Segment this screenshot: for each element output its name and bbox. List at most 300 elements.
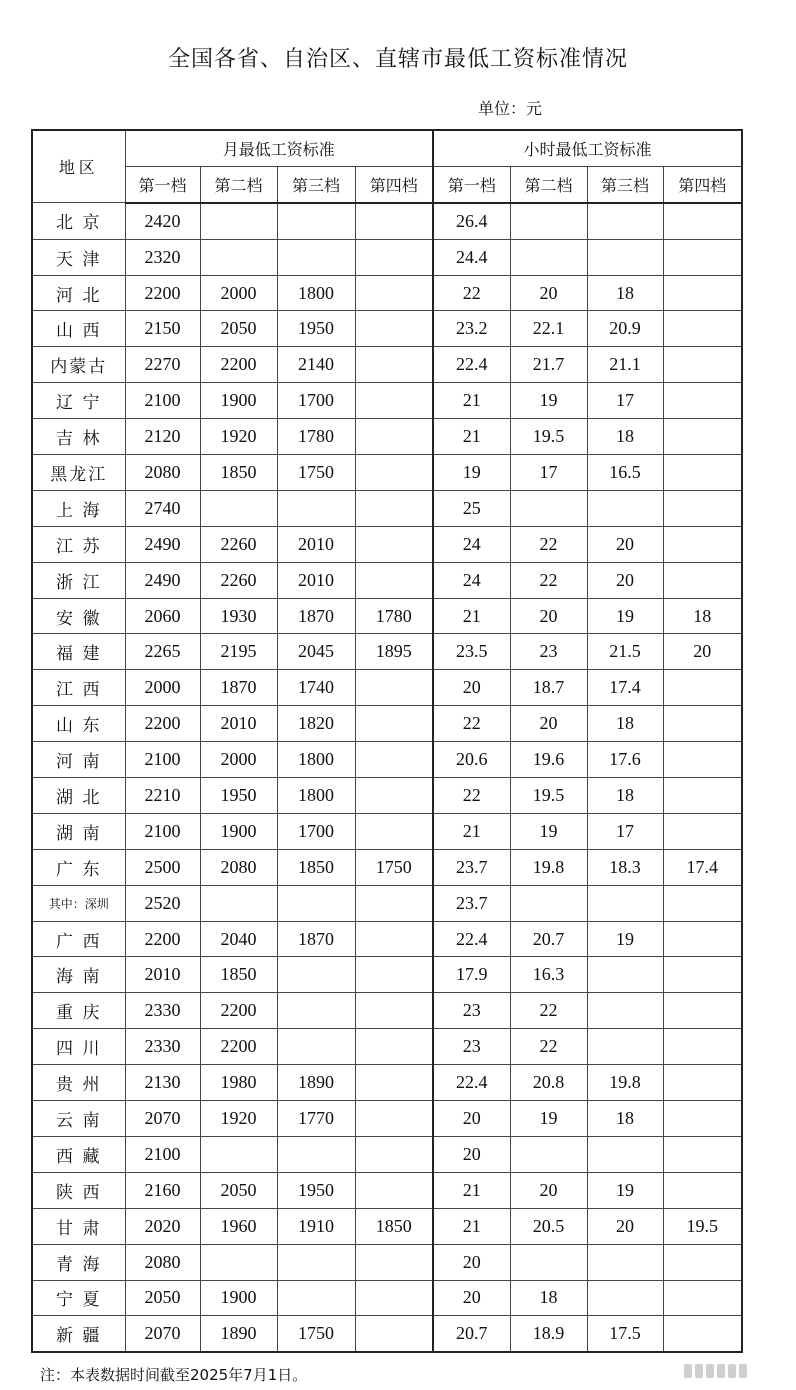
- hourly-tier-4-cell: [663, 921, 742, 957]
- hourly-tier-3-cell: [587, 490, 663, 526]
- region-cell: 重 庆: [32, 993, 125, 1029]
- monthly-tier-2-cell: 2260: [200, 562, 277, 598]
- hourly-tier-4-cell: [663, 239, 742, 275]
- region-cell: 浙 江: [32, 562, 125, 598]
- hourly-tier-1-cell: 22.4: [433, 347, 510, 383]
- table-row: [32, 993, 742, 1029]
- hourly-header: 小时最低工资标准: [433, 130, 742, 166]
- table-row: [32, 383, 742, 419]
- hourly-tier-4-cell: [663, 742, 742, 778]
- monthly-tier-3-cell: 1870: [277, 921, 355, 957]
- hourly-tier-3-cell: [587, 1136, 663, 1172]
- hourly-tier-2-cell: 18.9: [510, 1316, 587, 1352]
- hourly-tier-1-header: 第一档: [433, 166, 510, 202]
- hourly-tier-2-cell: [510, 203, 587, 239]
- hourly-tier-2-cell: [510, 1244, 587, 1280]
- monthly-tier-1-cell: 2020: [125, 1208, 200, 1244]
- monthly-tier-1-cell: 2150: [125, 311, 200, 347]
- monthly-tier-2-cell: 1980: [200, 1065, 277, 1101]
- region-cell: 海 南: [32, 957, 125, 993]
- table-row: [32, 526, 742, 562]
- monthly-tier-1-cell: 2100: [125, 813, 200, 849]
- hourly-tier-3-cell: 18: [587, 778, 663, 814]
- monthly-tier-4-cell: [355, 275, 433, 311]
- monthly-tier-2-cell: 1930: [200, 598, 277, 634]
- table-row: [32, 490, 742, 526]
- table-row: [32, 1065, 742, 1101]
- monthly-tier-3-cell: [277, 1244, 355, 1280]
- hourly-tier-3-cell: 17: [587, 383, 663, 419]
- monthly-tier-4-cell: [355, 1065, 433, 1101]
- hourly-tier-3-cell: 21.5: [587, 634, 663, 670]
- table-row: [32, 275, 742, 311]
- hourly-tier-2-cell: 20.5: [510, 1208, 587, 1244]
- hourly-tier-1-cell: 24.4: [433, 239, 510, 275]
- hourly-tier-4-cell: 19.5: [663, 1208, 742, 1244]
- table-row: [32, 1172, 742, 1208]
- hourly-tier-4-cell: 20: [663, 634, 742, 670]
- monthly-tier-2-cell: 2200: [200, 1029, 277, 1065]
- monthly-tier-1-cell: 2265: [125, 634, 200, 670]
- monthly-tier-3-cell: 2045: [277, 634, 355, 670]
- table-row: [32, 742, 742, 778]
- monthly-tier-1-cell: 2070: [125, 1316, 200, 1352]
- monthly-tier-2-cell: 2010: [200, 706, 277, 742]
- monthly-tier-2-cell: 1850: [200, 455, 277, 491]
- hourly-tier-3-cell: 18: [587, 275, 663, 311]
- table-row: [32, 562, 742, 598]
- table-row: [32, 957, 742, 993]
- hourly-tier-1-cell: 21: [433, 419, 510, 455]
- hourly-tier-1-cell: 22.4: [433, 921, 510, 957]
- monthly-tier-3-cell: [277, 1136, 355, 1172]
- table-row: [32, 455, 742, 491]
- hourly-tier-2-cell: 20: [510, 275, 587, 311]
- monthly-tier-2-cell: [200, 1136, 277, 1172]
- monthly-tier-1-cell: 2100: [125, 383, 200, 419]
- region-cell: 湖 北: [32, 778, 125, 814]
- monthly-tier-3-cell: 1700: [277, 383, 355, 419]
- hourly-tier-2-cell: 22: [510, 526, 587, 562]
- region-cell: 云 南: [32, 1101, 125, 1137]
- hourly-tier-1-cell: 21: [433, 1172, 510, 1208]
- region-cell: 湖 南: [32, 813, 125, 849]
- monthly-tier-1-cell: 2120: [125, 419, 200, 455]
- hourly-tier-3-cell: [587, 1244, 663, 1280]
- hourly-tier-4-cell: [663, 813, 742, 849]
- monthly-tier-4-cell: [355, 1244, 433, 1280]
- region-cell: 贵 州: [32, 1065, 125, 1101]
- monthly-tier-3-cell: [277, 1280, 355, 1316]
- hourly-tier-3-cell: 16.5: [587, 455, 663, 491]
- monthly-tier-4-cell: [355, 1172, 433, 1208]
- hourly-tier-4-cell: [663, 455, 742, 491]
- hourly-tier-3-cell: [587, 957, 663, 993]
- monthly-tier-4-cell: [355, 742, 433, 778]
- monthly-tier-1-header: 第一档: [125, 166, 200, 202]
- monthly-tier-4-cell: [355, 203, 433, 239]
- hourly-tier-1-cell: 23: [433, 993, 510, 1029]
- monthly-tier-3-cell: [277, 885, 355, 921]
- monthly-tier-4-cell: 1780: [355, 598, 433, 634]
- monthly-tier-3-cell: 1850: [277, 849, 355, 885]
- region-cell: 天 津: [32, 239, 125, 275]
- hourly-tier-1-cell: 23.7: [433, 849, 510, 885]
- hourly-tier-3-cell: [587, 1280, 663, 1316]
- hourly-tier-2-cell: 19: [510, 383, 587, 419]
- monthly-tier-2-cell: 2200: [200, 993, 277, 1029]
- region-cell: 广 东: [32, 849, 125, 885]
- hourly-tier-1-cell: 20: [433, 1280, 510, 1316]
- hourly-tier-2-cell: 19: [510, 1101, 587, 1137]
- monthly-tier-3-cell: 1780: [277, 419, 355, 455]
- hourly-tier-1-cell: 19: [433, 455, 510, 491]
- hourly-tier-4-cell: [663, 526, 742, 562]
- hourly-tier-3-cell: 19: [587, 921, 663, 957]
- hourly-tier-3-cell: 18: [587, 1101, 663, 1137]
- monthly-tier-3-cell: [277, 993, 355, 1029]
- region-cell: 广 西: [32, 921, 125, 957]
- region-cell: 江 西: [32, 670, 125, 706]
- hourly-tier-4-cell: [663, 383, 742, 419]
- region-cell: 其中：深圳: [32, 885, 125, 921]
- hourly-tier-4-cell: [663, 347, 742, 383]
- monthly-tier-1-cell: 2490: [125, 562, 200, 598]
- monthly-tier-1-cell: 2060: [125, 598, 200, 634]
- hourly-tier-3-cell: 17.6: [587, 742, 663, 778]
- monthly-tier-4-cell: [355, 1280, 433, 1316]
- hourly-tier-3-cell: 19: [587, 1172, 663, 1208]
- monthly-tier-3-cell: 1910: [277, 1208, 355, 1244]
- hourly-tier-3-cell: 18: [587, 419, 663, 455]
- monthly-tier-3-cell: 2010: [277, 562, 355, 598]
- monthly-header: 月最低工资标准: [125, 130, 433, 166]
- page-title: 全国各省、自治区、直辖市最低工资标准情况: [167, 47, 628, 72]
- monthly-tier-3-cell: 1950: [277, 311, 355, 347]
- monthly-tier-1-cell: 2100: [125, 1136, 200, 1172]
- hourly-tier-1-cell: 23.2: [433, 311, 510, 347]
- monthly-tier-4-cell: [355, 311, 433, 347]
- hourly-tier-4-cell: [663, 957, 742, 993]
- hourly-tier-1-cell: 20: [433, 670, 510, 706]
- hourly-tier-2-cell: 22: [510, 562, 587, 598]
- region-cell: 黑龙江: [32, 455, 125, 491]
- monthly-tier-4-cell: [355, 778, 433, 814]
- hourly-tier-2-cell: 19.5: [510, 419, 587, 455]
- monthly-tier-4-cell: [355, 1316, 433, 1352]
- hourly-tier-4-cell: [663, 311, 742, 347]
- table-row: [32, 1136, 742, 1172]
- table-row: [32, 634, 742, 670]
- monthly-tier-1-cell: 2740: [125, 490, 200, 526]
- hourly-tier-3-cell: 19: [587, 598, 663, 634]
- hourly-tier-2-cell: 18: [510, 1280, 587, 1316]
- table-row: [32, 1316, 742, 1352]
- monthly-tier-3-cell: 1770: [277, 1101, 355, 1137]
- monthly-tier-1-cell: 2130: [125, 1065, 200, 1101]
- table-row: [32, 849, 742, 885]
- hourly-tier-4-cell: [663, 1316, 742, 1352]
- monthly-tier-1-cell: 2210: [125, 778, 200, 814]
- hourly-tier-4-cell: [663, 706, 742, 742]
- table-row: [32, 1208, 742, 1244]
- monthly-tier-2-cell: 1900: [200, 813, 277, 849]
- hourly-tier-4-cell: [663, 670, 742, 706]
- hourly-tier-2-cell: 19: [510, 813, 587, 849]
- hourly-tier-2-cell: 21.7: [510, 347, 587, 383]
- hourly-tier-1-cell: 24: [433, 562, 510, 598]
- hourly-tier-4-cell: 17.4: [663, 849, 742, 885]
- monthly-tier-4-cell: 1750: [355, 849, 433, 885]
- region-cell: 辽 宁: [32, 383, 125, 419]
- table-row: [32, 419, 742, 455]
- monthly-tier-2-cell: 2260: [200, 526, 277, 562]
- hourly-tier-4-cell: [663, 1244, 742, 1280]
- monthly-tier-3-header: 第三档: [277, 166, 355, 202]
- hourly-tier-1-cell: 21: [433, 383, 510, 419]
- monthly-tier-4-cell: [355, 490, 433, 526]
- hourly-tier-1-cell: 22.4: [433, 1065, 510, 1101]
- monthly-tier-2-cell: [200, 203, 277, 239]
- monthly-tier-1-cell: 2160: [125, 1172, 200, 1208]
- monthly-tier-4-cell: [355, 921, 433, 957]
- hourly-tier-4-cell: [663, 778, 742, 814]
- hourly-tier-2-cell: 19.6: [510, 742, 587, 778]
- monthly-tier-2-cell: [200, 1244, 277, 1280]
- hourly-tier-1-cell: 25: [433, 490, 510, 526]
- monthly-tier-2-cell: 1850: [200, 957, 277, 993]
- region-cell: 内蒙古: [32, 347, 125, 383]
- monthly-tier-2-cell: 2000: [200, 742, 277, 778]
- monthly-tier-4-cell: [355, 239, 433, 275]
- hourly-tier-4-cell: [663, 1172, 742, 1208]
- hourly-tier-2-cell: 22.1: [510, 311, 587, 347]
- monthly-tier-3-cell: [277, 957, 355, 993]
- hourly-tier-2-cell: 19.8: [510, 849, 587, 885]
- hourly-tier-2-cell: 19.5: [510, 778, 587, 814]
- footnote: 注：本表数据时间截至2025年7月1日。: [40, 1366, 308, 1384]
- hourly-tier-3-cell: 21.1: [587, 347, 663, 383]
- hourly-tier-3-header: 第三档: [587, 166, 663, 202]
- monthly-tier-3-cell: 2140: [277, 347, 355, 383]
- hourly-tier-1-cell: 22: [433, 778, 510, 814]
- monthly-tier-1-cell: 2080: [125, 1244, 200, 1280]
- hourly-tier-2-cell: [510, 885, 587, 921]
- monthly-tier-2-cell: 1950: [200, 778, 277, 814]
- region-cell: 河 南: [32, 742, 125, 778]
- monthly-tier-4-cell: [355, 957, 433, 993]
- hourly-tier-4-cell: [663, 419, 742, 455]
- hourly-tier-1-cell: 22: [433, 706, 510, 742]
- region-cell: 山 西: [32, 311, 125, 347]
- monthly-tier-3-cell: 1700: [277, 813, 355, 849]
- hourly-tier-2-cell: 17: [510, 455, 587, 491]
- monthly-tier-1-cell: 2500: [125, 849, 200, 885]
- monthly-tier-3-cell: 1820: [277, 706, 355, 742]
- table-row: [32, 1244, 742, 1280]
- hourly-tier-4-cell: [663, 885, 742, 921]
- monthly-tier-4-cell: [355, 885, 433, 921]
- table-row: [32, 1029, 742, 1065]
- region-cell: 山 东: [32, 706, 125, 742]
- hourly-tier-3-cell: 20: [587, 562, 663, 598]
- monthly-tier-4-cell: 1895: [355, 634, 433, 670]
- hourly-tier-4-cell: 18: [663, 598, 742, 634]
- table-row: [32, 1101, 742, 1137]
- monthly-tier-2-cell: 1870: [200, 670, 277, 706]
- monthly-tier-2-cell: 2050: [200, 1172, 277, 1208]
- hourly-tier-1-cell: 23: [433, 1029, 510, 1065]
- table-row: [32, 239, 742, 275]
- hourly-tier-1-cell: 23.5: [433, 634, 510, 670]
- hourly-tier-1-cell: 20: [433, 1101, 510, 1137]
- hourly-tier-4-cell: [663, 1136, 742, 1172]
- hourly-tier-2-cell: 20.8: [510, 1065, 587, 1101]
- hourly-tier-1-cell: 20.7: [433, 1316, 510, 1352]
- monthly-tier-3-cell: 1890: [277, 1065, 355, 1101]
- monthly-tier-1-cell: 2320: [125, 239, 200, 275]
- hourly-tier-1-cell: 26.4: [433, 203, 510, 239]
- monthly-tier-3-cell: 2010: [277, 526, 355, 562]
- monthly-tier-2-cell: 1960: [200, 1208, 277, 1244]
- monthly-tier-2-cell: 1900: [200, 1280, 277, 1316]
- table-row: [32, 670, 742, 706]
- hourly-tier-2-cell: 20: [510, 598, 587, 634]
- region-header: 地区: [32, 130, 125, 203]
- hourly-tier-3-cell: [587, 239, 663, 275]
- hourly-tier-1-cell: 24: [433, 526, 510, 562]
- hourly-tier-1-cell: 21: [433, 813, 510, 849]
- table-body: [32, 203, 742, 1353]
- hourly-tier-3-cell: [587, 885, 663, 921]
- monthly-tier-2-cell: 2000: [200, 275, 277, 311]
- table-row: [32, 1280, 742, 1316]
- hourly-tier-4-cell: [663, 1101, 742, 1137]
- monthly-tier-3-cell: [277, 203, 355, 239]
- region-cell: 青 海: [32, 1244, 125, 1280]
- region-cell: 吉 林: [32, 419, 125, 455]
- monthly-tier-2-cell: 2050: [200, 311, 277, 347]
- monthly-tier-4-cell: [355, 347, 433, 383]
- hourly-tier-2-cell: 23: [510, 634, 587, 670]
- monthly-tier-2-cell: 1920: [200, 419, 277, 455]
- hourly-tier-1-cell: 23.7: [433, 885, 510, 921]
- hourly-tier-1-cell: 22: [433, 275, 510, 311]
- monthly-tier-2-cell: 2040: [200, 921, 277, 957]
- monthly-tier-4-cell: [355, 1029, 433, 1065]
- table-row: [32, 598, 742, 634]
- watermark-icon: [684, 1362, 756, 1380]
- hourly-tier-2-cell: [510, 239, 587, 275]
- monthly-tier-4-cell: [355, 706, 433, 742]
- region-cell: 北 京: [32, 203, 125, 239]
- monthly-tier-1-cell: 2050: [125, 1280, 200, 1316]
- hourly-tier-4-cell: [663, 993, 742, 1029]
- monthly-tier-3-cell: 1750: [277, 455, 355, 491]
- monthly-tier-4-cell: [355, 1101, 433, 1137]
- monthly-tier-2-header: 第二档: [200, 166, 277, 202]
- monthly-tier-2-cell: 2195: [200, 634, 277, 670]
- monthly-tier-1-cell: 2420: [125, 203, 200, 239]
- monthly-tier-4-header: 第四档: [355, 166, 433, 202]
- table-row: [32, 311, 742, 347]
- monthly-tier-3-cell: 1800: [277, 742, 355, 778]
- hourly-tier-3-cell: 20: [587, 1208, 663, 1244]
- monthly-tier-4-cell: [355, 383, 433, 419]
- hourly-tier-3-cell: 20: [587, 526, 663, 562]
- monthly-tier-2-cell: [200, 239, 277, 275]
- monthly-tier-1-cell: 2490: [125, 526, 200, 562]
- hourly-tier-2-cell: 22: [510, 1029, 587, 1065]
- monthly-tier-3-cell: [277, 239, 355, 275]
- monthly-tier-3-cell: 1740: [277, 670, 355, 706]
- hourly-tier-4-cell: [663, 1065, 742, 1101]
- region-cell: 西 藏: [32, 1136, 125, 1172]
- monthly-tier-1-cell: 2100: [125, 742, 200, 778]
- hourly-tier-1-cell: 21: [433, 1208, 510, 1244]
- hourly-tier-2-cell: 22: [510, 993, 587, 1029]
- monthly-tier-1-cell: 2080: [125, 455, 200, 491]
- monthly-tier-2-cell: 2200: [200, 347, 277, 383]
- monthly-tier-4-cell: [355, 993, 433, 1029]
- hourly-tier-1-cell: 20: [433, 1244, 510, 1280]
- hourly-tier-3-cell: 18: [587, 706, 663, 742]
- region-cell: 四 川: [32, 1029, 125, 1065]
- monthly-tier-1-cell: 2200: [125, 275, 200, 311]
- monthly-tier-2-cell: 1920: [200, 1101, 277, 1137]
- monthly-tier-1-cell: 2200: [125, 921, 200, 957]
- table-row: [32, 921, 742, 957]
- monthly-tier-4-cell: [355, 813, 433, 849]
- monthly-tier-1-cell: 2520: [125, 885, 200, 921]
- region-cell: 陕 西: [32, 1172, 125, 1208]
- hourly-tier-4-cell: [663, 203, 742, 239]
- table-row: [32, 203, 742, 239]
- monthly-tier-3-cell: [277, 1029, 355, 1065]
- monthly-tier-4-cell: [355, 526, 433, 562]
- hourly-tier-2-cell: 20: [510, 706, 587, 742]
- unit-label: 单位：元: [478, 99, 543, 118]
- monthly-tier-3-cell: 1800: [277, 778, 355, 814]
- hourly-tier-4-cell: [663, 562, 742, 598]
- monthly-tier-1-cell: 2200: [125, 706, 200, 742]
- hourly-tier-3-cell: [587, 993, 663, 1029]
- region-cell: 河 北: [32, 275, 125, 311]
- region-cell: 新 疆: [32, 1316, 125, 1352]
- table-row: [32, 885, 742, 921]
- hourly-tier-2-cell: 20: [510, 1172, 587, 1208]
- hourly-tier-4-cell: [663, 1280, 742, 1316]
- monthly-tier-2-cell: 1890: [200, 1316, 277, 1352]
- monthly-tier-4-cell: [355, 562, 433, 598]
- monthly-tier-2-cell: [200, 490, 277, 526]
- monthly-tier-1-cell: 2330: [125, 1029, 200, 1065]
- monthly-tier-4-cell: [355, 419, 433, 455]
- table-row: [32, 706, 742, 742]
- monthly-tier-3-cell: 1750: [277, 1316, 355, 1352]
- monthly-tier-4-cell: [355, 670, 433, 706]
- monthly-tier-1-cell: 2010: [125, 957, 200, 993]
- monthly-tier-1-cell: 2330: [125, 993, 200, 1029]
- hourly-tier-1-cell: 20: [433, 1136, 510, 1172]
- hourly-tier-1-cell: 21: [433, 598, 510, 634]
- hourly-tier-3-cell: 17.4: [587, 670, 663, 706]
- table-row: [32, 813, 742, 849]
- monthly-tier-1-cell: 2270: [125, 347, 200, 383]
- region-cell: 甘 肃: [32, 1208, 125, 1244]
- hourly-tier-2-cell: [510, 1136, 587, 1172]
- monthly-tier-3-cell: 1870: [277, 598, 355, 634]
